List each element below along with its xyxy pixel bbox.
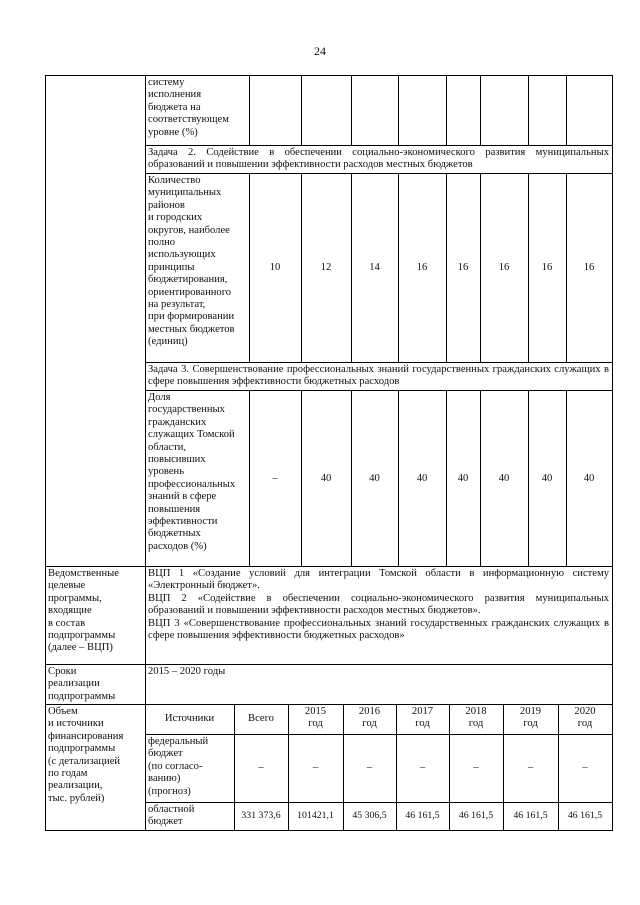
rule-ind: [398, 75, 399, 146]
rule-ind: [566, 75, 567, 146]
task-2-heading: [148, 147, 609, 172]
finance-row-value: 46 161,5: [405, 810, 440, 821]
rule-ind: [446, 75, 447, 146]
task-3-text: Задача 3. Совершенствование профессиональных знаний государственных гражданских служащих в сфере повышения эффективности бюджетных расходов: [148, 364, 609, 388]
finance-header-year: 2020 год: [574, 706, 596, 730]
finance-row-source: областной бюджет: [148, 804, 195, 828]
finance-row-value: 46 161,5: [513, 810, 548, 821]
finance-header-year: 2017 год: [411, 706, 434, 730]
indicator-2-value: 16: [416, 262, 428, 273]
rule-ind: [249, 75, 250, 146]
finance-row-value: –: [419, 762, 426, 773]
indicator-2-value: 12: [320, 262, 332, 273]
finance-header-sources: Источники: [164, 713, 215, 724]
finance-row-source: федеральный бюджет (по согласо- ванию) (прогноз): [148, 736, 209, 797]
finance-row-value: 46 161,5: [567, 810, 603, 821]
indicator-2-value: 16: [541, 262, 553, 273]
finance-header-year: 2015 год: [304, 706, 327, 730]
rule-terms-top: [45, 664, 613, 665]
task-3-heading: [148, 364, 609, 389]
rule-finance-top: [45, 704, 613, 705]
finance-header-year: 2019 год: [519, 706, 542, 730]
indicator-2-value: 14: [369, 262, 380, 273]
rule-ind: [528, 75, 529, 146]
indicator-2-value: 16: [498, 262, 510, 273]
finance-row-value: 331 373,6: [241, 810, 281, 821]
rule-finance-row1-bottom: [145, 802, 613, 803]
finance-row-value: 101421,1: [297, 810, 334, 821]
indicator-2-value: 10: [269, 262, 281, 273]
finance-row-value: 46 161,5: [458, 810, 494, 821]
rule-task2-top: [145, 145, 613, 146]
terms-value: 2015 – 2020 годы: [148, 666, 226, 677]
indicator-3-label: Доля государственных гражданских служащих Томской области, повысивших уровень профессиональных знаний в сфере повышения эффективности бюджетных расходов (%): [148, 392, 236, 552]
vcp-label: Ведомственные целевые программы, входящие в состав подпрограммы (далее – ВЦП): [48, 568, 119, 654]
finance-row-value: –: [312, 762, 319, 773]
rule-task3-top: [145, 362, 613, 363]
indicator-3-value: 40: [416, 473, 428, 484]
task-2-text: Задача 2. Содействие в обеспечении социально-экономического развития муниципальных образований и повышении эффективности расходов местных бюджетов: [148, 147, 609, 171]
rule-bottom: [45, 830, 613, 831]
indicator-2-value: 16: [583, 262, 595, 273]
rule-task3-bottom: [145, 390, 613, 391]
finance-header-year: 2016 год: [358, 706, 381, 730]
rule-right: [612, 75, 613, 831]
rule-ind: [480, 75, 481, 146]
vcp-item-1: ВЦП 1 «Создание условий для интеграции Томской области в информационную систему «Электронный бюджет».: [148, 568, 609, 592]
rule-task2-bottom: [145, 173, 613, 174]
finance-row-value: –: [527, 762, 534, 773]
finance-row-value: –: [258, 762, 264, 773]
indicator-1-tail: систему исполнения бюджета на соответствующем уровне (%): [148, 77, 229, 138]
indicator-3-value: 40: [320, 473, 332, 484]
rule-ind: [351, 75, 352, 146]
indicator-2-label: Количество муниципальных районов и городских округов, наиболее полно использующих принципы бюджетирования, ориентированного на результат, при формировании местных бюджетов (единиц): [148, 175, 235, 348]
rule-finance-header-bottom: [145, 734, 613, 735]
terms-label: Сроки реализации подпрограммы: [48, 666, 116, 702]
finance-row-value: –: [366, 762, 373, 773]
indicator-2-value: 16: [457, 262, 469, 273]
page-number: 24: [314, 44, 326, 58]
rule-ind: [301, 75, 302, 146]
indicator-3-value: –: [272, 473, 278, 484]
vcp-item-3: ВЦП 3 «Совершенствование профессиональных знаний государственных гражданских служащих в сфере повышения эффективности бюджетных расходов»: [148, 617, 609, 642]
indicator-3-value: 40: [583, 473, 595, 484]
vcp-item-2: ВЦП 2 «Содействие в обеспечении социально-экономического развития муниципальных образований и повышении эффективности расходов местных бюджетов».: [148, 592, 609, 617]
finance-header-year: 2018 год: [465, 706, 487, 730]
finance-row-value: –: [473, 762, 479, 773]
indicator-3-value: 40: [369, 473, 380, 484]
indicator-3-value: 40: [541, 473, 553, 484]
finance-row-value: –: [582, 762, 588, 773]
vcp-list: [148, 568, 609, 642]
finance-header-total: Всего: [248, 713, 274, 724]
rule-left: [45, 75, 46, 831]
indicator-3-value: 40: [457, 473, 469, 484]
finance-label: Объем и источники финансирования подпрограммы (с детализацией по годам реализации, тыс. рублей): [48, 706, 124, 804]
indicator-3-value: 40: [498, 473, 510, 484]
finance-row-value: 45 306,5: [352, 810, 387, 821]
